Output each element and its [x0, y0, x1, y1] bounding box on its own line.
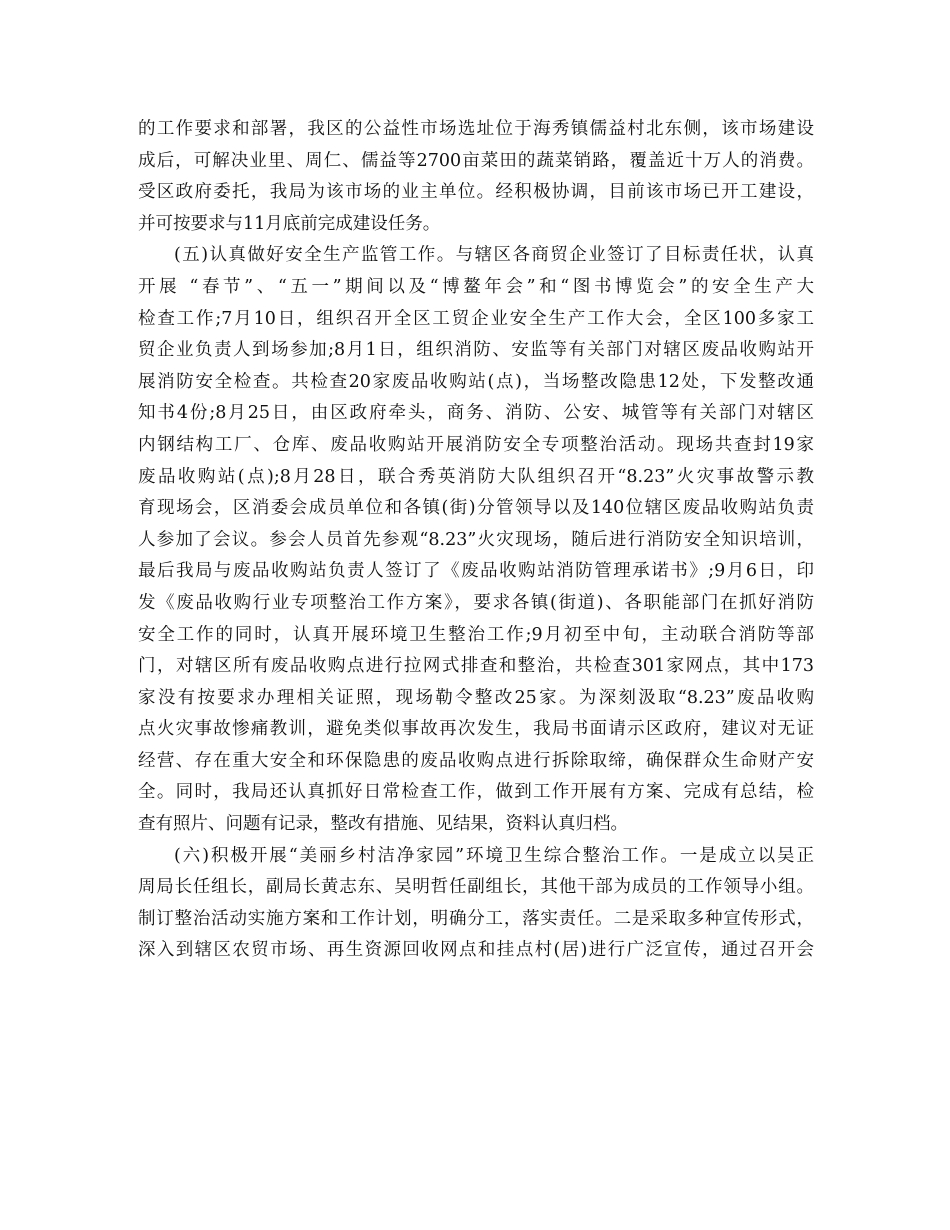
text-line: 全。同时，我局还认真抓好日常检查工作，做到工作开展有方案、完成有总结，检: [138, 782, 814, 803]
text-line: 知书4份;8月25日，由区政府牵头，商务、消防、公安、城管等有关部门对辖区: [138, 403, 814, 424]
text-line: 门，对辖区所有废品收购点进行拉网式排查和整治，共检查301家网点，其中173: [138, 656, 814, 677]
text-line: 并可按要求与11月底前完成建设任务。: [138, 213, 441, 234]
text-line: 内钢结构工厂、仓库、废品收购站开展消防安全专项整治活动。现场共查封19家: [138, 434, 814, 455]
text-line: (六)积极开展“美丽乡村洁净家园”环境卫生综合整治工作。一是成立以吴正: [174, 845, 814, 866]
paragraph-3: [138, 841, 814, 967]
text-line: 深入到辖区农贸市场、再生资源回收网点和挂点村(居)进行广泛宣传，通过召开会: [138, 940, 814, 961]
text-line: (五)认真做好安全生产监管工作。与辖区各商贸企业签订了目标责任状，认真: [174, 245, 814, 266]
text-line: 检查工作;7月10日，组织召开全区工贸企业安全生产工作大会，全区100多家工: [138, 308, 814, 329]
text-line: 贸企业负责人到场参加;8月1日，组织消防、安监等有关部门对辖区废品收购站开: [138, 340, 814, 361]
paragraph-1: [138, 114, 814, 240]
text-line: 发《废品收购行业专项整治工作方案》，要求各镇(街道)、各职能部门在抓好消防: [138, 592, 814, 613]
text-line: 展消防安全检查。共检查20家废品收购站(点)，当场整改隐患12处，下发整改通: [138, 371, 814, 392]
text-line: 安全工作的同时，认真开展环境卫生整治工作;9月初至中旬，主动联合消防等部: [138, 624, 814, 645]
text-line: 周局长任组长，副局长黄志东、吴明哲任副组长，其他干部为成员的工作领导小组。: [138, 877, 814, 898]
text-line: 开展 “春节”、“五一”期间以及“博鳌年会”和“图书博览会”的安全生产大: [138, 276, 814, 297]
text-line: 成后，可解决业里、周仁、儒益等2700亩菜田的蔬菜销路，覆盖近十万人的消费。: [138, 150, 814, 171]
text-line: 制订整治活动实施方案和工作计划，明确分工，落实责任。二是采取多种宣传形式，: [138, 908, 814, 929]
text-line: 查有照片、问题有记录，整改有措施、见结果，资料认真归档。: [138, 814, 628, 835]
text-line: 最后我局与废品收购站负责人签订了《废品收购站消防管理承诺书》;9月6日，印: [138, 561, 814, 582]
text-line: 经营、存在重大安全和环保隐患的废品收购点进行拆除取缔，确保群众生命财产安: [138, 750, 814, 771]
text-line: 育现场会，区消委会成员单位和各镇(街)分管领导以及140位辖区废品收购站负责: [138, 498, 814, 519]
text-line: 废品收购站(点);8月28日，联合秀英消防大队组织召开“8.23”火灾事故警示教: [138, 466, 814, 487]
paragraph-2: [138, 240, 814, 840]
text-line: 的工作要求和部署，我区的公益性市场选址位于海秀镇儒益村北东侧，该市场建设: [138, 119, 814, 139]
text-line: 受区政府委托，我局为该市场的业主单位。经积极协调，目前该市场已开工建设，: [138, 182, 814, 203]
text-line: 家没有按要求办理相关证照，现场勒令整改25家。为深刻汲取“8.23”废品收购: [138, 687, 814, 708]
body-text: [138, 114, 814, 967]
text-line: 点火灾事故惨痛教训，避免类似事故再次发生，我局书面请示区政府，建议对无证: [138, 719, 814, 740]
text-line: 人参加了会议。参会人员首先参观“8.23”火灾现场，随后进行消防安全知识培训，: [138, 529, 814, 550]
